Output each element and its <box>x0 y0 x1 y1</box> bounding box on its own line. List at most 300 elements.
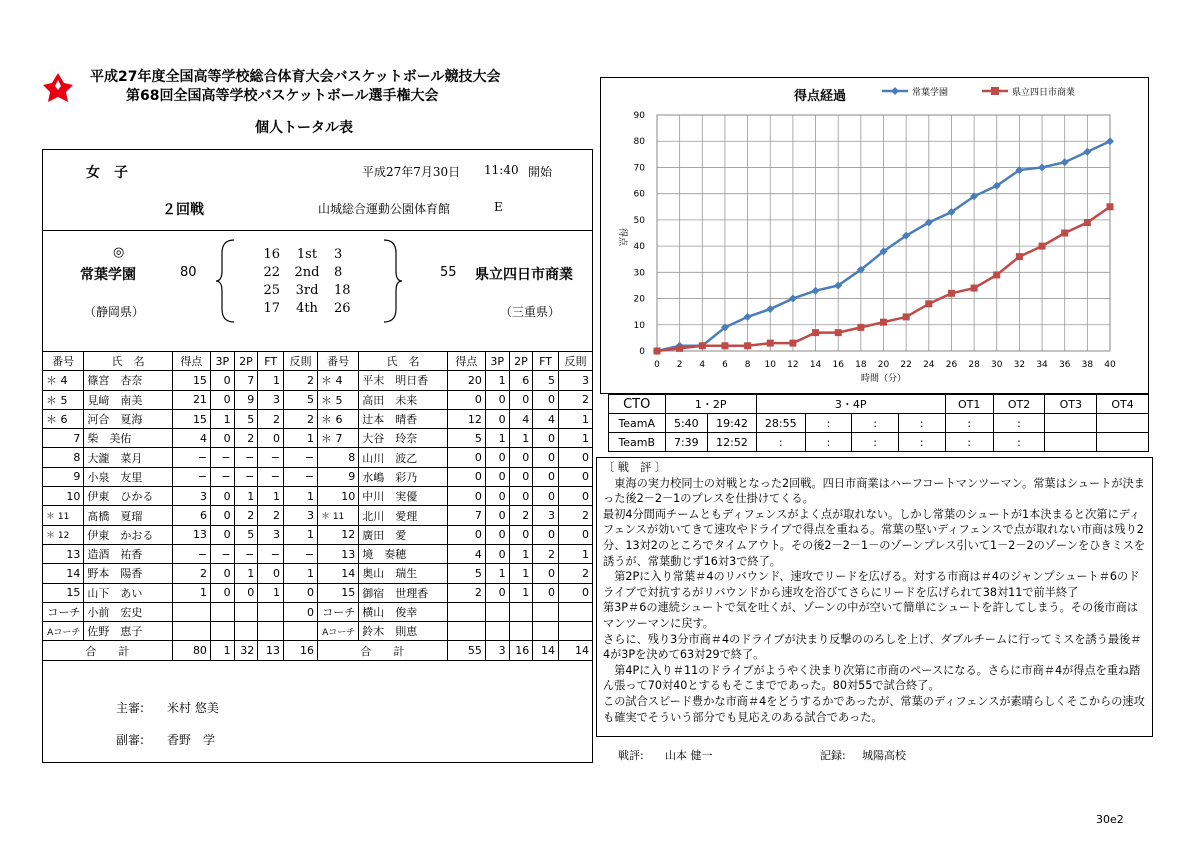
teamA-cell: 伊東 かおる <box>84 525 173 544</box>
cto-row <box>609 414 1149 433</box>
teamB-cell: 0 <box>558 448 592 467</box>
teamA-cell <box>234 602 258 621</box>
teamB-cell: 8 <box>317 448 358 467</box>
cto-cell: : <box>852 433 899 452</box>
teamB-cell: 鈴木 則恵 <box>359 622 448 641</box>
teamB-cell: 5 <box>447 564 485 583</box>
teamB-cell: 0 <box>533 564 559 583</box>
header-title-line2: 第68回全国高等学校バスケットボール選手権大会 <box>126 88 439 104</box>
teamB-cell: 0 <box>485 506 509 525</box>
teamB-cell: 0 <box>533 429 559 448</box>
y-tick-label: 60 <box>633 189 645 200</box>
cto-cell: : <box>756 433 805 452</box>
teamB-cell: 7 <box>447 506 485 525</box>
total-cell: 1 <box>210 641 234 660</box>
teamB-cell: 0 <box>509 390 533 409</box>
teamB-cell: 13 <box>317 544 358 563</box>
cto-cell: : <box>993 433 1045 452</box>
teamA-cell: 4 <box>172 429 210 448</box>
teamB-cell: 2 <box>558 390 592 409</box>
teamA-cell: 1 <box>258 583 284 602</box>
teamA-score: 80 <box>180 265 197 280</box>
teamB-cell: 0 <box>485 448 509 467</box>
x-tick-label: 14 <box>809 360 822 370</box>
cto-cell: 19:42 <box>708 414 757 433</box>
umpire-label: 副審: <box>116 733 145 747</box>
teamB-cell <box>509 622 533 641</box>
table-row <box>43 544 593 563</box>
teamB-cell <box>533 602 559 621</box>
review-paragraph: 最初4分間両チームともディフェンスがよく点が取れない。しかし常葉のシュートが1本決まると次第にディフェンスが効いてきて速攻やドライブで得点を重ねる。常葉の堅いディフェンスで点が取れない市商は残り2分、13対2のところでタイムアウト。その後2－2－1－のゾーンプレス引いて1－2－2のゾーンをひきミスを誘うが、常葉動じず16対3で終了。 <box>603 507 1146 568</box>
teamB-cell: Aコーチ <box>317 622 358 641</box>
venue: 山城総合運動公園体育館 <box>318 202 451 216</box>
teamB-cell: 0 <box>447 487 485 506</box>
y-tick-label: 50 <box>633 215 645 226</box>
teamA-cell: 1 <box>284 429 318 448</box>
teamA-cell: 河合 夏海 <box>84 409 173 428</box>
teamA-cell: 見﨑 南美 <box>84 390 173 409</box>
teamA-cell: 2 <box>284 409 318 428</box>
teamA-cell: − <box>258 544 284 563</box>
teamB-cell: 0 <box>509 525 533 544</box>
teamB-cell: 12 <box>317 525 358 544</box>
teamB-cell: 0 <box>485 487 509 506</box>
teamB-cell: 0 <box>558 487 592 506</box>
quarter-row: 25 3rd 18 <box>263 283 351 298</box>
teamA-cell: 伊東 ひかる <box>84 487 173 506</box>
data-point <box>767 340 774 347</box>
teamB-cell: 平末 明日香 <box>359 371 448 390</box>
teamB-cell: 2 <box>447 583 485 602</box>
teamB-cell: ＊ 5 <box>317 390 358 409</box>
column-header: 氏 名 <box>84 352 173 371</box>
teamB-cell: コーチ <box>317 602 358 621</box>
cto-header-cell: OT1 <box>945 395 993 414</box>
teamA-cell: 3 <box>258 390 284 409</box>
table-row <box>43 583 593 602</box>
teamB-cell: 6 <box>509 371 533 390</box>
division-label: 女 子 <box>86 165 128 181</box>
umpire: 香野 学 <box>167 733 216 747</box>
x-tick-label: 2 <box>676 360 683 370</box>
cto-cell: : <box>805 433 852 452</box>
total-cell: 13 <box>258 641 284 660</box>
x-tick-label: 36 <box>1058 360 1071 370</box>
cto-cell: : <box>852 414 899 433</box>
teamA-cell: 大瀧 菜月 <box>84 448 173 467</box>
x-tick-label: 30 <box>991 360 1003 370</box>
x-tick-label: 32 <box>1013 360 1026 370</box>
teamB-cell: 0 <box>533 448 559 467</box>
x-tick-label: 40 <box>1104 360 1116 370</box>
teamA-cell: 小泉 友里 <box>84 467 173 486</box>
teamA-cell: 0 <box>210 583 234 602</box>
teamB-cell: 廣田 愛 <box>359 525 448 544</box>
teamA-cell: ＊ 12 <box>43 525 84 544</box>
teamB-cell: 0 <box>558 583 592 602</box>
teamB-cell: 奥山 瑞生 <box>359 564 448 583</box>
teamB-cell: 1 <box>509 583 533 602</box>
teamA-cell: 0 <box>210 525 234 544</box>
cto-cell: 7:39 <box>665 433 708 452</box>
page-code: 30e2 <box>1096 813 1124 826</box>
teamB-cell <box>485 622 509 641</box>
teamB-cell: 高田 未来 <box>359 390 448 409</box>
data-point <box>789 295 797 303</box>
teamB-cell: 0 <box>558 467 592 486</box>
table-row <box>43 622 593 641</box>
teamA-cell: 0 <box>258 564 284 583</box>
total-cell: 32 <box>234 641 258 660</box>
data-point <box>1106 137 1114 145</box>
teamA-cell: 0 <box>210 487 234 506</box>
cto-cell: : <box>945 433 993 452</box>
teamB-cell: 0 <box>485 409 509 428</box>
teamA-cell: − <box>210 544 234 563</box>
chart-title: 得点経過 <box>793 89 847 104</box>
legend-marker <box>991 87 999 95</box>
data-point <box>880 319 887 326</box>
teamB-cell: 水嶋 彩乃 <box>359 467 448 486</box>
teamA-cell: ＊ 11 <box>43 506 84 525</box>
teamA-cell: 髙橋 夏瑠 <box>84 506 173 525</box>
teamA-cell: 5 <box>234 525 258 544</box>
teamA-cell: 8 <box>43 448 84 467</box>
data-point <box>925 300 932 307</box>
cto-header-cell: OT4 <box>1097 395 1149 414</box>
data-point <box>857 324 864 331</box>
data-point <box>1061 230 1068 237</box>
cto-header-row <box>609 395 1149 414</box>
column-header: 番号 <box>317 352 358 371</box>
teamB-cell: 10 <box>317 487 358 506</box>
teamA-cell <box>234 622 258 641</box>
header-title-line1: 平成27年度全国高等学校総合体育大会バスケットボール競技大会 <box>90 69 501 85</box>
teamB-cell: 2 <box>533 544 559 563</box>
teamB-cell: 1 <box>485 371 509 390</box>
total-cell: 14 <box>533 641 559 660</box>
data-point <box>744 313 752 321</box>
teamA-cell: 3 <box>258 525 284 544</box>
table-header-row <box>43 352 593 371</box>
teamB-cell: 5 <box>447 429 485 448</box>
teamA-prefecture: （静岡県） <box>84 305 145 319</box>
teamB-cell: 2 <box>558 506 592 525</box>
teamA-cell: 1 <box>258 487 284 506</box>
teamA-cell <box>172 602 210 621</box>
table-row <box>43 564 593 583</box>
teamA-cell: 1 <box>284 564 318 583</box>
teamB-cell: 9 <box>317 467 358 486</box>
table-row <box>43 390 593 409</box>
total-cell: 80 <box>172 641 210 660</box>
cto-cell: : <box>805 414 852 433</box>
teamA-cell: ＊ 5 <box>43 390 84 409</box>
x-tick-label: 18 <box>855 360 867 370</box>
data-point <box>721 342 728 349</box>
teamA-cell: 造酒 祐香 <box>84 544 173 563</box>
record-label: 記録: <box>820 749 846 762</box>
cto-row <box>609 433 1149 452</box>
x-tick-label: 6 <box>722 360 728 370</box>
table-row <box>43 602 593 621</box>
tournament-logo-icon <box>42 71 74 103</box>
teamA-cell: 0 <box>284 583 318 602</box>
x-tick-label: 24 <box>923 360 935 370</box>
teamA-cell <box>258 602 284 621</box>
game-review <box>596 457 1153 737</box>
teamB-cell: 1 <box>509 564 533 583</box>
teamB-cell: 2 <box>558 564 592 583</box>
y-tick-label: 80 <box>633 137 645 148</box>
data-point <box>654 348 661 355</box>
teamA-cell: 2 <box>234 506 258 525</box>
review-paragraph: 第4Pに入り＃11のドライブがようやく決まり次第に市商のペースになる。さらに市商＃4が得点を重ね踏ん張って70対40とするもそこまでであった。80対55で試合終了。 <box>603 663 1141 693</box>
data-point <box>993 271 1000 278</box>
teamA-cell <box>258 622 284 641</box>
data-point <box>835 329 842 336</box>
teamA-cell: 7 <box>43 429 84 448</box>
total-cell: 3 <box>485 641 509 660</box>
cto-cell: TeamB <box>609 433 666 452</box>
teamA-cell: 15 <box>172 371 210 390</box>
teamB-cell: 1 <box>509 429 533 448</box>
column-header: 2P <box>234 352 258 371</box>
teamA-cell: 柴 美佑 <box>84 429 173 448</box>
column-header: 番号 <box>43 352 84 371</box>
data-point <box>1083 148 1091 156</box>
teamB-cell: 1 <box>558 429 592 448</box>
teamB-cell: 辻本 晴香 <box>359 409 448 428</box>
teamB-cell: 0 <box>447 448 485 467</box>
cto-cell: 5:40 <box>665 414 708 433</box>
teamB-cell: 1 <box>485 564 509 583</box>
column-header: 反則 <box>284 352 318 371</box>
teamA-cell: − <box>172 544 210 563</box>
teamB-cell <box>509 602 533 621</box>
teamB-cell: 1 <box>485 429 509 448</box>
cto-cell: : <box>898 414 945 433</box>
cto-header-cell: CTO <box>609 395 666 414</box>
teamA-cell: 0 <box>258 429 284 448</box>
page-subtitle: 個人トータル表 <box>255 120 353 136</box>
teamB-cell: 15 <box>317 583 358 602</box>
teamA-cell: 2 <box>172 564 210 583</box>
teamA-cell: 13 <box>43 544 84 563</box>
teamB-cell: 1 <box>558 544 592 563</box>
cto-empty-cell <box>1097 414 1149 433</box>
table-row <box>43 506 593 525</box>
teamB-cell: 0 <box>485 525 509 544</box>
y-tick-label: 40 <box>633 242 645 253</box>
cto-table <box>608 394 1149 452</box>
column-header: 反則 <box>558 352 592 371</box>
table-row <box>43 429 593 448</box>
winner-mark: ◎ <box>113 245 125 260</box>
quarter-row: 22 2nd 8 <box>263 265 343 280</box>
teamB-cell: 3 <box>533 506 559 525</box>
data-point <box>812 329 819 336</box>
quarter-row: 16 1st 3 <box>263 247 343 262</box>
review-author-label: 戦評: <box>618 749 644 762</box>
teamA-cell: 2 <box>258 506 284 525</box>
cto-cell: TeamA <box>609 414 666 433</box>
teamB-cell <box>447 622 485 641</box>
teamA-cell: 1 <box>258 371 284 390</box>
teamA-cell: 10 <box>43 487 84 506</box>
review-title: 〔 戦 評 〕 <box>603 461 667 474</box>
teamA-cell: 0 <box>210 371 234 390</box>
teamB-cell: 0 <box>485 467 509 486</box>
teamB-cell: 4 <box>447 544 485 563</box>
game-date: 平成27年7月30日 <box>362 165 461 179</box>
teamB-cell <box>558 622 592 641</box>
teamA-cell: コーチ <box>43 602 84 621</box>
x-tick-label: 20 <box>877 360 890 370</box>
teamA-cell: 0 <box>284 602 318 621</box>
teamA-cell: − <box>284 544 318 563</box>
y-tick-label: 0 <box>639 347 645 357</box>
teamB-cell: 0 <box>533 525 559 544</box>
teamA-cell: 1 <box>172 583 210 602</box>
data-point <box>744 342 751 349</box>
teamB-cell: 0 <box>447 525 485 544</box>
record-keeper: 城陽高校 <box>862 749 906 762</box>
x-tick-label: 12 <box>787 360 799 370</box>
teamB-name: 県立四日市商業 <box>475 267 573 283</box>
teamB-cell: ＊ 4 <box>317 371 358 390</box>
teamA-cell <box>284 622 318 641</box>
teamB-cell: 14 <box>317 564 358 583</box>
teamA-cell: 21 <box>172 390 210 409</box>
review-paragraph: 第3P＃6の連続シュートで気を吐くが、ゾーンの中が空いて簡単にシュートを許してしまう。その後市商はマンツーマンに戻す。 <box>603 601 1138 630</box>
review-paragraph: 第2Pに入り常葉＃4のリバウンド、速攻でリードを広げる。対する市商は＃4のジャンプシュート＃6のドライブで対抗するがリバウンドから速攻を浴びてさらにリードを広げられて38対11で前半終了 <box>603 570 1140 599</box>
teamB-cell: ＊ 6 <box>317 409 358 428</box>
teamA-cell: − <box>210 467 234 486</box>
teamA-cell: ＊ 6 <box>43 409 84 428</box>
teamA-cell: 7 <box>234 371 258 390</box>
teamB-cell: ＊ 7 <box>317 429 358 448</box>
cto-empty-cell <box>1045 433 1097 452</box>
teamA-cell: 5 <box>234 409 258 428</box>
teamB-cell: 大谷 玲奈 <box>359 429 448 448</box>
teamB-cell: 北川 愛理 <box>359 506 448 525</box>
teamA-cell: − <box>172 448 210 467</box>
teamA-cell: 1 <box>234 564 258 583</box>
review-author: 山本 健一 <box>665 749 713 762</box>
teamB-cell <box>447 602 485 621</box>
table-row <box>43 467 593 486</box>
cto-empty-cell <box>1097 433 1149 452</box>
teamB-cell: 0 <box>533 467 559 486</box>
teamA-cell: 6 <box>172 506 210 525</box>
x-tick-label: 34 <box>1036 360 1048 370</box>
column-header: 得点 <box>447 352 485 371</box>
x-axis-label: 時間（分） <box>860 374 907 384</box>
data-point <box>1061 158 1069 166</box>
y-tick-label: 30 <box>633 268 645 279</box>
teamA-name: 常葉学園 <box>80 267 136 283</box>
teamA-cell: 3 <box>284 506 318 525</box>
cto-cell: 28:55 <box>756 414 805 433</box>
legend-entry: 県立四日市商業 <box>1012 88 1076 98</box>
total-cell: 55 <box>447 641 485 660</box>
y-axis-label: 得点 <box>617 227 627 247</box>
divider <box>42 230 593 231</box>
data-point <box>699 342 706 349</box>
teamA-cell: 1 <box>234 487 258 506</box>
teamA-cell <box>172 622 210 641</box>
data-point <box>903 313 910 320</box>
y-tick-label: 70 <box>633 163 645 174</box>
review-paragraph: 東海の実力校同士の対戦となった2回戦。四日市商業はハーフコートマンツーマン。常葉はシュートが決まった後2－2－1のプレスを仕掛けてくる。 <box>603 476 1145 506</box>
review-paragraph: さらに、残り3分市商＃4のドライブが決まり反撃ののろしを上げ、ダブルチームに行ってミスを誘う最後＃4が3Pを決めて63対29で終了。 <box>603 632 1142 662</box>
teamA-cell: 2 <box>284 371 318 390</box>
teamA-cell: 14 <box>43 564 84 583</box>
teamB-cell: 2 <box>509 506 533 525</box>
data-point <box>971 285 978 292</box>
x-tick-label: 16 <box>832 360 844 370</box>
teamB-cell: 山川 波乙 <box>359 448 448 467</box>
teamB-cell: 1 <box>509 544 533 563</box>
table-row <box>43 448 593 467</box>
teamA-cell: Aコーチ <box>43 622 84 641</box>
round-label: ２回戦 <box>162 202 204 218</box>
x-tick-label: 8 <box>744 360 751 370</box>
teamA-cell: ＊ 4 <box>43 371 84 390</box>
data-point <box>948 290 955 297</box>
teamB-cell: 0 <box>558 525 592 544</box>
cto-cell: : <box>993 414 1045 433</box>
teamB-cell: 0 <box>533 390 559 409</box>
x-tick-label: 28 <box>968 360 980 370</box>
chief-referee: 米村 悠美 <box>167 701 219 715</box>
cto-empty-cell <box>1045 414 1097 433</box>
cto-cell: : <box>945 414 993 433</box>
table-row <box>43 525 593 544</box>
total-label: 合 計 <box>317 641 447 660</box>
teamA-cell: 山下 あい <box>84 583 173 602</box>
column-header: FT <box>533 352 559 371</box>
teamB-score: 55 <box>440 265 457 280</box>
teamA-cell <box>210 622 234 641</box>
y-tick-label: 20 <box>633 294 645 305</box>
teamA-cell: 篠宮 杏奈 <box>84 371 173 390</box>
teamA-cell: 小前 宏史 <box>84 602 173 621</box>
data-point <box>766 305 774 313</box>
game-time: 11:40 <box>484 163 519 177</box>
teamB-cell <box>533 622 559 641</box>
teamB-cell: 0 <box>485 583 509 602</box>
teamB-prefecture: （三重県） <box>500 305 561 319</box>
legend-marker <box>891 87 899 95</box>
teamA-cell: − <box>234 467 258 486</box>
teamA-cell: 2 <box>258 409 284 428</box>
teamA-cell: 0 <box>210 564 234 583</box>
data-point <box>1107 203 1114 210</box>
data-point <box>812 287 820 295</box>
teamB-cell: 3 <box>558 371 592 390</box>
data-point <box>789 340 796 347</box>
table-row <box>43 487 593 506</box>
teamB-cell: 4 <box>509 409 533 428</box>
column-header: 3P <box>210 352 234 371</box>
cto-cell: : <box>898 433 945 452</box>
teamA-cell: 0 <box>210 390 234 409</box>
cto-header-cell: 1・2P <box>665 395 756 414</box>
quarter-scores <box>254 246 354 318</box>
teamA-cell <box>210 602 234 621</box>
